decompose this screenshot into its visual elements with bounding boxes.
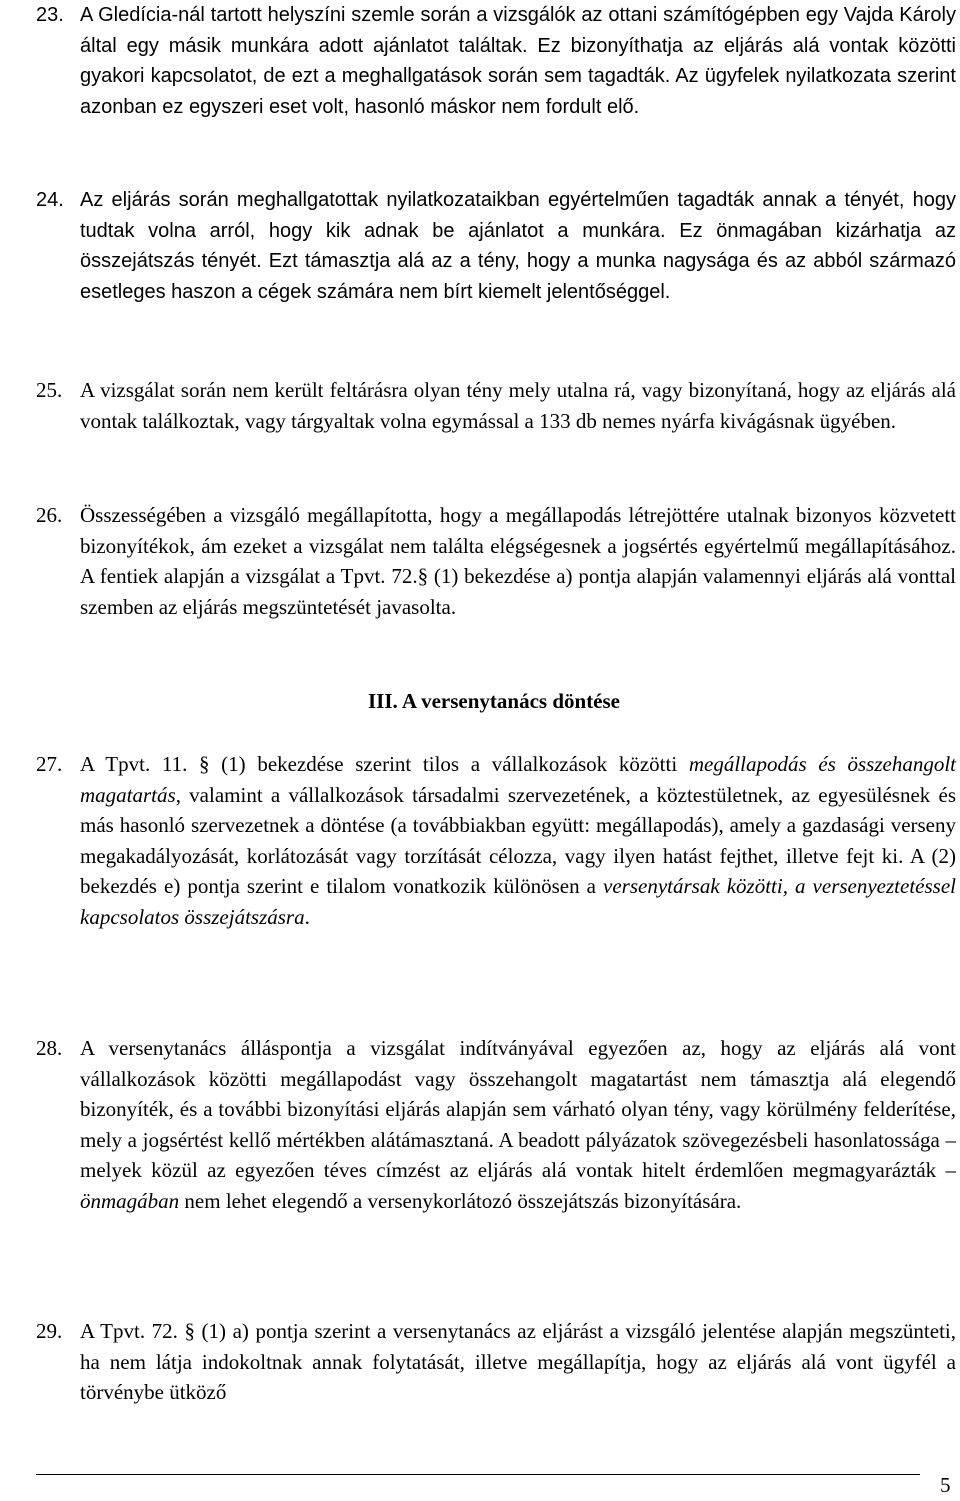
paragraph-text <box>80 1033 956 1216</box>
paragraph-number: 27. <box>36 752 63 776</box>
paragraph-number: 23. <box>36 4 64 26</box>
text-run: Az eljárás során meghallgatottak nyilatkozataikban egyértelműen tagadták annak a tényét, hogy tudtak volna arról, hogy kik adnak be ajánlatot a munkára. Ez önmagában kizárhatja az összejátszás tényét. Ezt támasztja alá az a tény, hogy a munka nagysága és az abból származó esetleges haszon a cégek számára nem bírt kiemelt jelentőséggel. <box>80 189 956 303</box>
paragraph-number: 26. <box>36 503 63 527</box>
paragraph-number: 25. <box>36 378 63 402</box>
text-run: A vizsgálat során nem került feltárásra olyan tény mely utalna rá, vagy bizonyítaná, hogy az eljárás alá vontak találkoztak, vagy tárgyaltak volna egymással a 133 db nemes nyárfa kivágásnak ügyében. <box>80 378 956 433</box>
footer-divider <box>36 1474 920 1475</box>
paragraph-text <box>80 375 956 436</box>
paragraph-number: 29. <box>36 1319 63 1343</box>
text-run: Összességében a vizsgáló megállapította, hogy a megállapodás létrejöttére utalnak bizonyos közvetett bizonyítékok, ám ezeket a vizsgálat nem találta elégségesnek a jogsértés egyértelmű megállapításához. A fentiek alapján a vizsgálat a Tpvt. 72.§ (1) bekezdése a) pontja alapján valamennyi eljárás alá vonttal szemben az eljárás megszüntetését javasolta. <box>80 503 956 619</box>
text-run: A Tpvt. 72. § (1) a) pontja szerint a versenytanács az eljárást a vizsgáló jelentése alapján megszünteti, ha nem látja indokoltnak annak folytatását, illetve megállapítja, hogy az eljárás alá vont ügyfél a törvénybe ütköző <box>80 1319 956 1404</box>
paragraph-26 <box>36 500 956 622</box>
paragraph-24 <box>36 185 956 307</box>
paragraph-text <box>80 749 956 932</box>
paragraph-text <box>80 185 956 307</box>
text-run: A versenytanács álláspontja a vizsgálat indítványával egyezően az, hogy az eljárás alá vont vállalkozások közötti megállapodást vagy összehangolt magatartást nem támasztja alá elegendő bizonyíték, és a további bizonyítási eljárás alapján sem várható olyan tény, vagy körülmény felderítése, mely a jogsértést kellő mértékben alátámasztaná. A beadott pályázatok szövegezésbeli hasonlatossága – melyek közül az egyezően téves címzést az eljárás alá vontak hitelt érdemlően megmagyarázták – <box>80 1036 956 1182</box>
text-run: nem lehet elegendő a versenykorlátozó összejátszás bizonyítására. <box>179 1188 742 1213</box>
italic-run: önmagában <box>80 1188 180 1213</box>
paragraph-number: 28. <box>36 1036 63 1060</box>
section-heading: III. A versenytanács döntése <box>367 689 620 713</box>
text-run: . <box>304 904 310 929</box>
text-run: A Gledícia-nál tartott helyszíni szemle során a vizsgálók az ottani számítógépben egy Vajda Károly által egy másik munkára adott ajánlatot találtak. Ez bizonyíthatja az eljárás alá vontak közötti gyakori kapcsolatot, de ezt a meghallgatások során sem tagadták. Az ügyfelek nyilatkozata szerint azonban ez egyszeri eset volt, hasonló máskor nem fordult elő. <box>80 4 956 118</box>
italic-run: megállapodás és összehangolt magatartás <box>80 752 957 807</box>
paragraph-27 <box>36 749 956 932</box>
text-run: , valamint a vállalkozások társadalmi szervezetének, a köztestületnek, az egyesülésnek és más hasonló szervezetnek a döntése (a továbbiakban együtt: megállapodás), amely a gazdasági verseny megakadályozását, korlátozását vagy torzítását célozza, vagy ilyen hatást fejthet, illetve fejt ki. A (2) bekezdés e) pontja szerint e tilalom vonatkozik különösen a <box>80 782 956 898</box>
paragraph-text <box>80 500 956 622</box>
text-run: A Tpvt. 11. § (1) bekezdése szerint tilos a vállalkozások közötti <box>80 752 689 776</box>
paragraph-28 <box>36 1033 956 1216</box>
paragraph-number: 24. <box>36 189 64 211</box>
paragraph-23 <box>36 0 956 122</box>
paragraph-text <box>80 0 956 122</box>
italic-run: versenytársak közötti, a versenyeztetéssel kapcsolatos összejátszásra <box>80 874 956 929</box>
paragraph-text <box>80 1316 956 1408</box>
paragraph-25 <box>36 375 956 436</box>
paragraph-29 <box>36 1316 956 1408</box>
page-number: 5 <box>940 1473 951 1497</box>
